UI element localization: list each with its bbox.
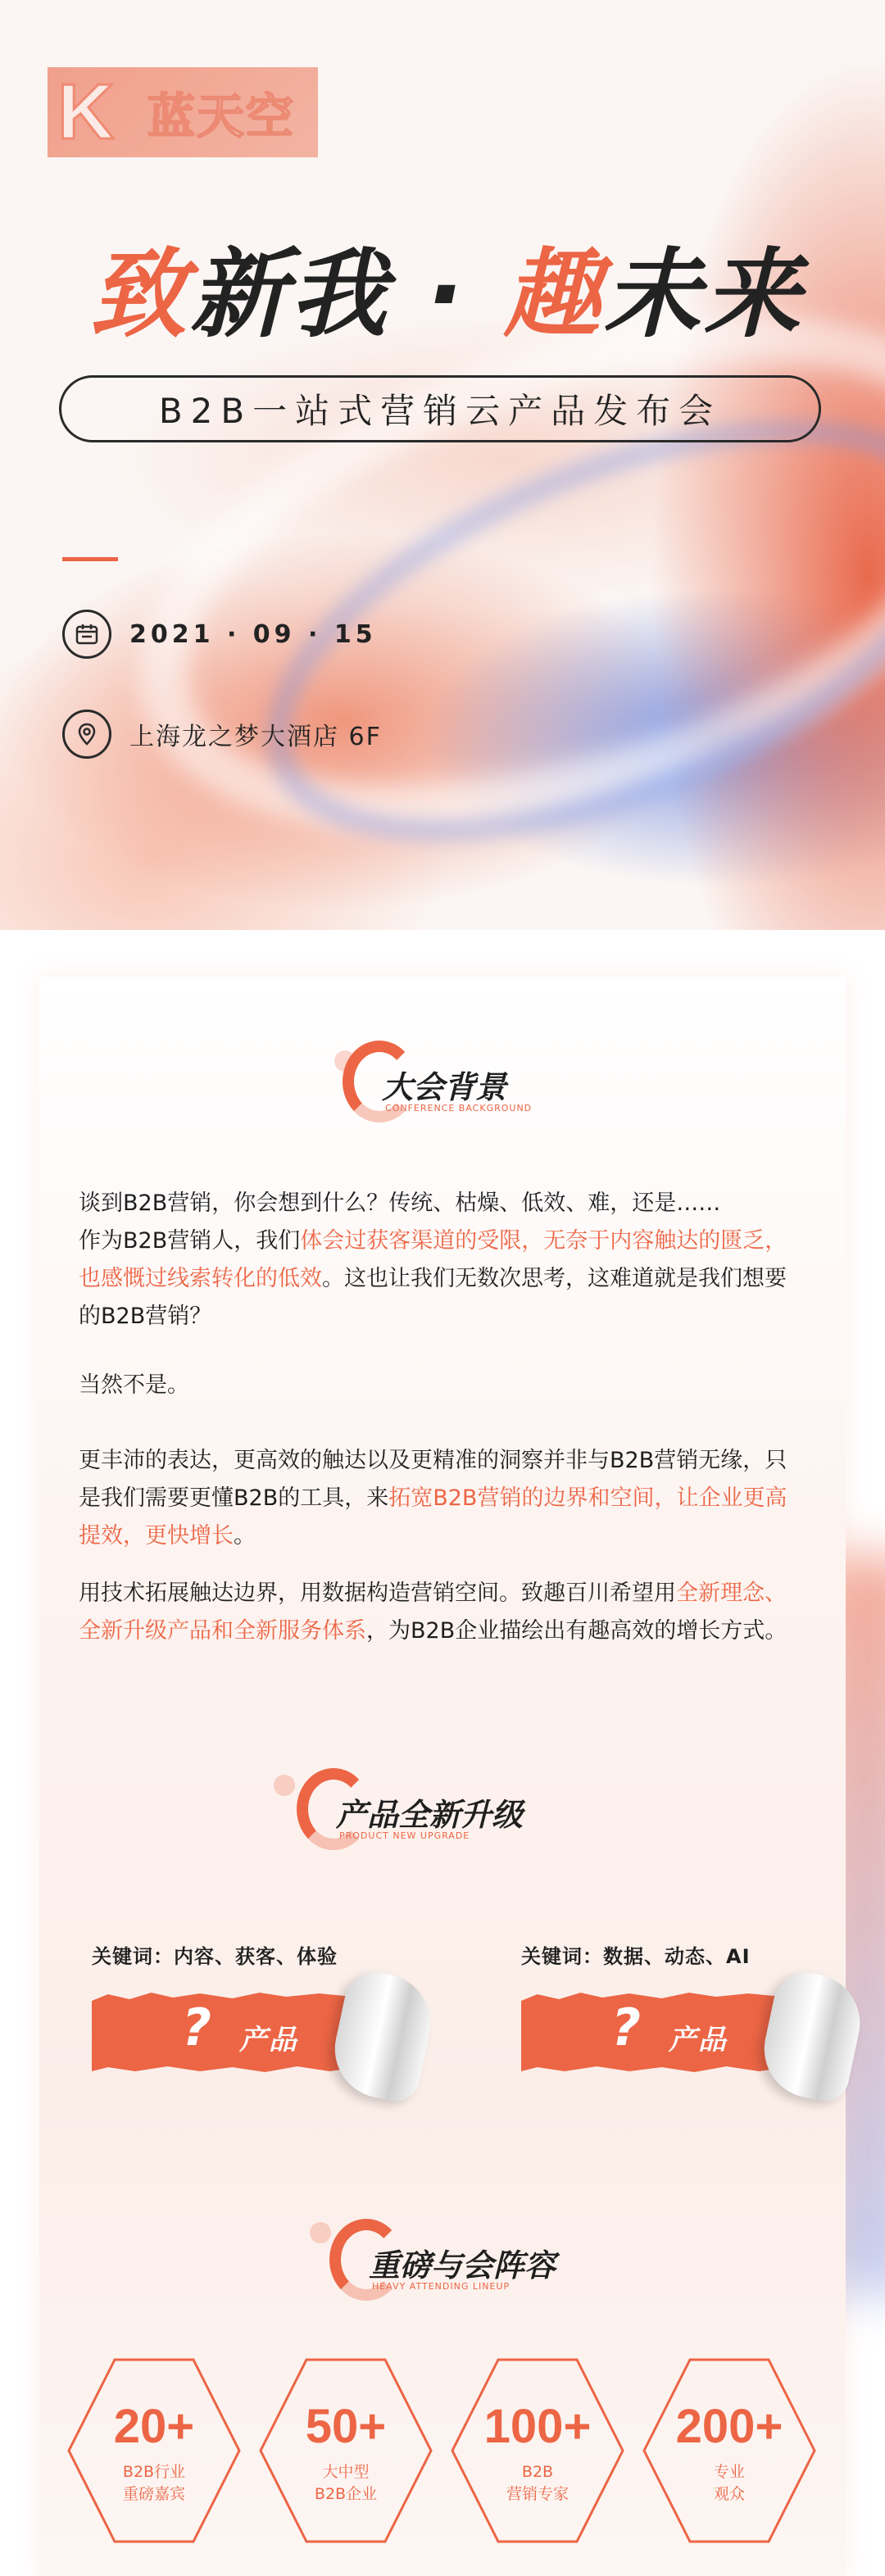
product-keywords-1: 关键词：内容、获客、体验 (92, 1945, 338, 1968)
event-location: 上海龙之梦大酒店 6F (129, 723, 382, 751)
page-title (57, 238, 836, 351)
section-subtitle-en: CONFERENCE BACKGROUND (385, 1103, 533, 1113)
event-date-row (62, 610, 377, 659)
logo-letter: K (57, 68, 115, 156)
stat-label-line: B2B (521, 2463, 554, 2481)
event-date: 2021 · 09 · 15 (129, 619, 377, 649)
event-location-row (62, 710, 382, 759)
stat-label (257, 2461, 434, 2506)
decor-dot (274, 1775, 295, 1796)
event-subtitle: B2B一站式营销云产品发布会 (59, 375, 821, 442)
highlight-text: 全新理念、全新升级产品和全新服务体系 (79, 1581, 787, 1644)
question-mark: ? (182, 1998, 211, 2057)
background-paragraph-3 (79, 1442, 808, 1555)
brand-logo (48, 67, 318, 157)
stat-number: 200+ (675, 2400, 783, 2453)
stat-label-line: 重磅嘉宾 (122, 2485, 185, 2503)
calendar-icon (62, 610, 111, 659)
stat-label-line: 观众 (713, 2485, 745, 2503)
stat-audience (641, 2356, 818, 2545)
stat-label-line: B2B企业 (314, 2485, 378, 2503)
text-segment: 。 (234, 1523, 256, 1549)
stat-number: 20+ (113, 2400, 195, 2453)
background-paragraph-2: 当然不是。 (79, 1372, 189, 1398)
section-subtitle-en: HEAVY ATTENDING LINEUP (372, 2281, 511, 2292)
torn-paper (521, 1991, 792, 2073)
stat-label (66, 2461, 243, 2506)
section-subtitle-en: PRODUCT NEW UPGRADE (339, 1830, 470, 1841)
text-segment: 用技术拓展触达边界，用数据构造营销空间。致趣百川希望用 (79, 1581, 676, 1606)
stat-experts (449, 2356, 626, 2545)
highlight-text: 体会过获客渠道的受限，无奈于内容触达的匮乏，也感慨过线索转化的低效 (79, 1228, 787, 1291)
stat-guests (66, 2356, 243, 2545)
torn-paper (92, 1991, 362, 2073)
stat-companies (257, 2356, 434, 2545)
title-part-4: 未来 (603, 238, 804, 351)
title-part-2: 新我 · (189, 238, 504, 351)
product-keywords-2: 关键词：数据、动态、AI (521, 1945, 751, 1968)
stat-number: 50+ (305, 2400, 387, 2453)
section-title: 重磅与会阵容 (369, 2247, 556, 2283)
product-card-1 (92, 1975, 420, 2089)
stat-label (449, 2461, 626, 2506)
title-part-1: 致 (89, 238, 190, 351)
location-pin-icon (62, 710, 111, 759)
text-segment: 作为B2B营销人，我们 (79, 1228, 301, 1254)
text-segment: ，为B2B企业描绘出有趣高效的增长方式。 (366, 1618, 787, 1644)
hero-banner (0, 0, 885, 930)
product-label: 产品 (669, 2024, 728, 2057)
section-heading-lineup (329, 2219, 575, 2309)
background-paragraph-4 (79, 1575, 808, 1650)
text-segment: 更丰沛的表达，更高效的触达以及更精准的洞察并非与B2B营销无缘，只是我们需要更懂B2B的工具，来 (79, 1448, 787, 1511)
section-title: 产品全新升级 (336, 1797, 524, 1833)
title-part-3: 趣 (503, 238, 604, 351)
paragraph-line: 谈到B2B营销，你会想到什么？传统、枯燥、低效、难，还是…… (79, 1190, 721, 1216)
stat-label-line: 专业 (713, 2463, 745, 2481)
stat-number: 100+ (483, 2400, 592, 2453)
paragraph-line (79, 1222, 808, 1336)
stat-label-line: 营销专家 (506, 2485, 569, 2503)
decor-dot (310, 2222, 331, 2243)
section-heading-background (343, 1041, 588, 1131)
section-heading-upgrade (297, 1768, 542, 1858)
section-title: 大会背景 (382, 1069, 507, 1105)
product-label: 产品 (239, 2024, 298, 2057)
text-segment: 。这也让我们无数次思考，这难道就是我们想要的B2B营销？ (79, 1266, 787, 1329)
logo-text: 蓝天空 (148, 88, 296, 144)
accent-divider (62, 557, 118, 561)
product-card-2 (521, 1975, 849, 2089)
stat-label-line: 大中型 (322, 2463, 370, 2481)
stat-label (641, 2461, 818, 2506)
stat-label-line: B2B行业 (122, 2463, 186, 2481)
background-paragraph-1 (79, 1185, 808, 1336)
question-mark: ? (611, 1998, 641, 2057)
highlight-text: 拓宽B2B营销的边界和空间，让企业更高提效，更快增长 (79, 1485, 787, 1549)
